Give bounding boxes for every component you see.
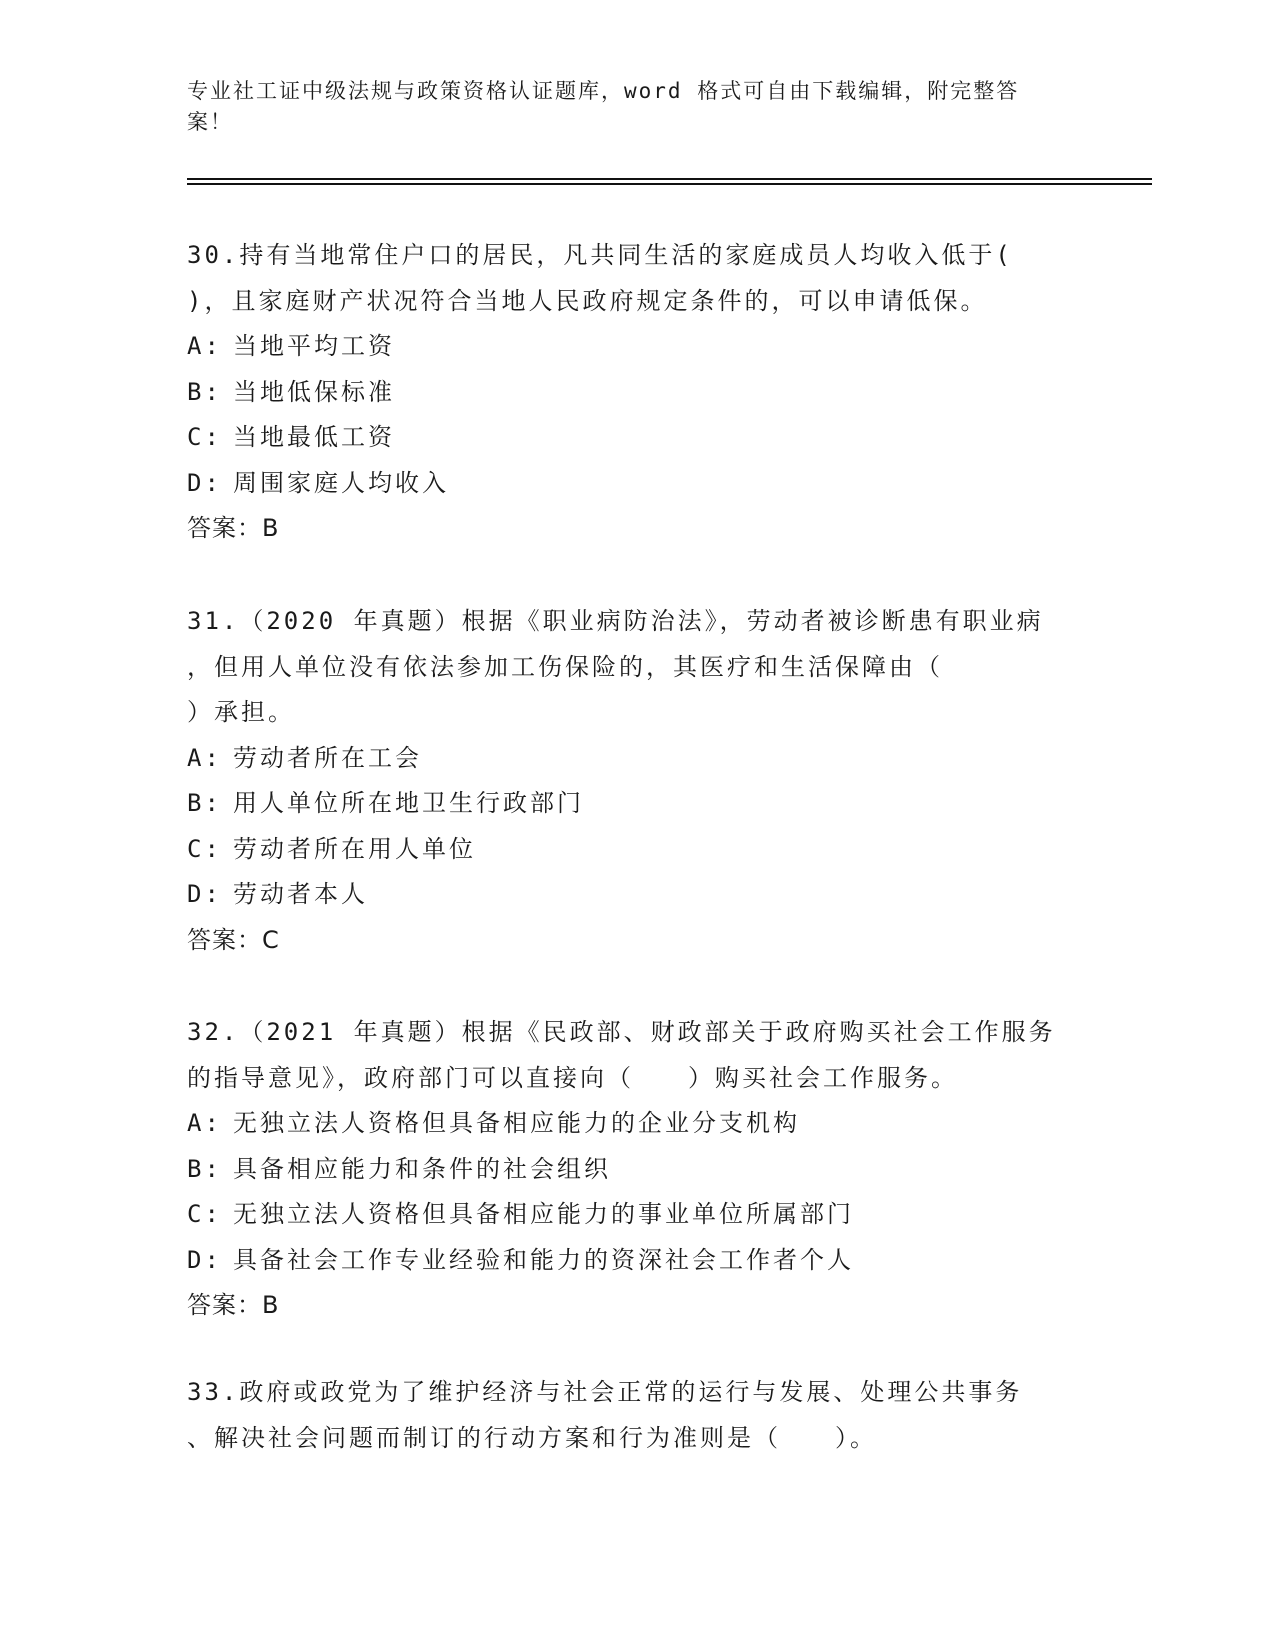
answer: 答案：B [187, 514, 280, 542]
option-letter: A: [187, 743, 222, 772]
option-a [187, 324, 1087, 370]
question-text-line: ，但用人单位没有依法参加工伤保险的，其医疗和生活保障由（ [187, 652, 943, 681]
option-letter: D: [187, 468, 222, 497]
option-d [187, 1238, 1087, 1284]
option-c [187, 827, 1087, 873]
option-letter: A: [187, 332, 222, 360]
option-text: 无独立法人资格但具备相应能力的事业单位所属部门 [233, 1200, 854, 1228]
option-text: 用人单位所在地卫生行政部门 [233, 789, 584, 817]
option-text: 劳动者所在用人单位 [233, 834, 476, 863]
question-31 [187, 599, 1087, 963]
option-c [187, 1192, 1087, 1238]
option-a [187, 1101, 1087, 1147]
question-text-line: 31.（2020 年真题）根据《职业病防治法》，劳动者被诊断患有职业病 [187, 607, 1044, 635]
option-text: 无独立法人资格但具备相应能力的企业分支机构 [233, 1109, 800, 1137]
document-header [187, 76, 1067, 138]
option-a [187, 736, 1087, 782]
option-text: 劳动者本人 [233, 880, 368, 908]
option-letter: B: [187, 789, 222, 817]
question-text-line: )，且家庭财产状况符合当地人民政府规定条件的，可以申请低保。 [187, 286, 988, 315]
header-line-1: 专业社工证中级法规与政策资格认证题库，word 格式可自由下载编辑，附完整答 [187, 79, 1020, 103]
option-text: 周围家庭人均收入 [233, 468, 449, 497]
option-letter: C: [187, 1200, 222, 1228]
question-30 [187, 233, 1087, 552]
question-text-line: 30.持有当地常住户口的居民，凡共同生活的家庭成员人均收入低于( [187, 241, 1013, 269]
question-text-line: 33.政府或政党为了维护经济与社会正常的运行与发展、处理公共事务 [187, 1378, 1023, 1406]
option-d [187, 872, 1087, 918]
question-33 [187, 1370, 1087, 1461]
option-text: 当地平均工资 [233, 332, 395, 360]
question-32 [187, 1010, 1087, 1329]
option-text: 具备相应能力和条件的社会组织 [233, 1154, 611, 1183]
option-letter: C: [187, 834, 222, 863]
option-b [187, 1147, 1087, 1193]
question-text-line: ）承担。 [187, 698, 295, 726]
option-letter: B: [187, 377, 222, 406]
option-c [187, 415, 1087, 461]
option-text: 具备社会工作专业经验和能力的资深社会工作者个人 [233, 1245, 854, 1274]
option-d [187, 461, 1087, 507]
question-text-line: 32.（2021 年真题）根据《民政部、财政部关于政府购买社会工作服务 [187, 1018, 1056, 1046]
answer: 答案：C [187, 925, 280, 954]
question-text-line: 、解决社会问题而制订的行动方案和行为准则是（ ）。 [187, 1423, 877, 1452]
option-letter: D: [187, 1245, 222, 1274]
header-divider-bottom [187, 183, 1152, 185]
option-letter: C: [187, 423, 222, 451]
option-letter: D: [187, 880, 222, 908]
option-text: 劳动者所在工会 [233, 743, 422, 772]
header-divider-top [187, 178, 1152, 180]
question-text-line: 的指导意见》，政府部门可以直接向（ ）购买社会工作服务。 [187, 1063, 958, 1092]
option-text: 当地低保标准 [233, 377, 395, 406]
option-letter: B: [187, 1154, 222, 1183]
option-text: 当地最低工资 [233, 423, 395, 451]
answer: 答案：B [187, 1291, 280, 1319]
option-b [187, 370, 1087, 416]
option-b [187, 781, 1087, 827]
header-line-2: 案！ [187, 110, 233, 134]
option-letter: A: [187, 1109, 222, 1137]
